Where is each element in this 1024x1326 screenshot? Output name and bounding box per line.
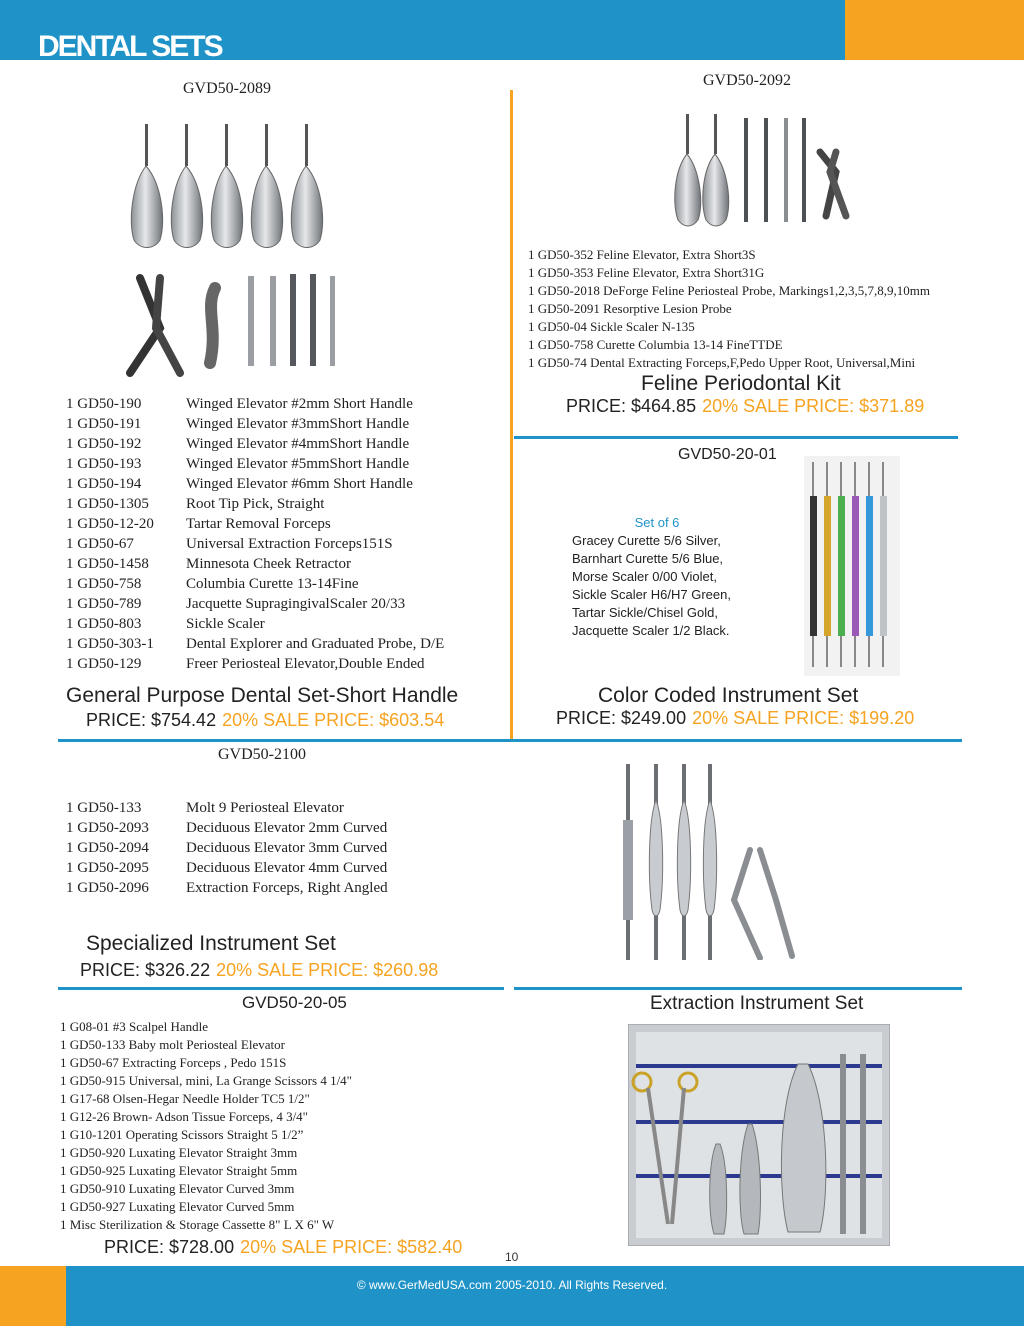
item-desc: Jacquette SupragingivalScaler 20/33 xyxy=(186,596,406,612)
list-item xyxy=(66,594,444,614)
set-name: Feline Periodontal Kit xyxy=(641,372,841,395)
list-item: 1 GD50-353 Feline Elevator, Extra Short31G xyxy=(528,265,765,280)
price: PRICE: $728.00 xyxy=(104,1237,235,1257)
item-desc: Columbia Curette 13-14Fine xyxy=(186,576,359,592)
item-desc: Universal Extraction Forceps151S xyxy=(186,536,393,552)
description-line: Sickle Scaler H6/H7 Green, xyxy=(572,587,731,602)
list-item xyxy=(66,878,388,898)
page-number: 10 xyxy=(505,1250,519,1264)
item-desc: Dental Explorer and Graduated Probe, D/E xyxy=(186,636,445,652)
list-item: 1 GD50-915 Universal, mini, La Grange Scissors 4 1/4" xyxy=(60,1073,352,1088)
list-item xyxy=(66,614,444,634)
list-item xyxy=(66,434,444,454)
description-line: Gracey Curette 5/6 Silver, xyxy=(572,533,721,548)
item-code: 1 GD50-2095 xyxy=(66,860,149,876)
item-code: 1 GD50-194 xyxy=(66,476,142,492)
color-set-description xyxy=(572,514,742,640)
list-item xyxy=(66,818,388,838)
description-line: Morse Scaler 0/00 Violet, xyxy=(572,569,717,584)
set-of-heading: Set of 6 xyxy=(634,515,680,530)
list-item xyxy=(66,514,444,534)
list-item xyxy=(66,654,444,674)
list-item: 1 G10-1201 Operating Scissors Straight 5 1/2” xyxy=(60,1127,304,1142)
specialized-set-photo xyxy=(610,760,800,960)
item-list xyxy=(66,798,388,898)
item-list xyxy=(66,394,444,674)
section-divider xyxy=(58,739,962,742)
section-divider xyxy=(58,987,504,990)
price-line xyxy=(104,1237,462,1258)
list-item: 1 GD50-133 Baby molt Periosteal Elevator xyxy=(60,1037,285,1052)
extraction-cassette-photo xyxy=(628,1024,890,1246)
item-desc: Winged Elevator #2mm Short Handle xyxy=(186,396,413,412)
description-line: Barnhart Curette 5/6 Blue, xyxy=(572,551,724,566)
list-item: 1 GD50-927 Luxating Elevator Curved 5mm xyxy=(60,1199,295,1214)
item-list xyxy=(528,246,930,372)
item-code: 1 GD50-2093 xyxy=(66,820,149,836)
item-desc: Tartar Removal Forceps xyxy=(186,516,331,532)
section-divider xyxy=(514,987,962,990)
item-code: 1 GD50-758 xyxy=(66,576,142,592)
set-name: General Purpose Dental Set-Short Handle xyxy=(66,684,459,707)
list-item: 1 Misc Sterilization & Storage Cassette 8" L X 6" W xyxy=(60,1217,335,1232)
item-desc: Winged Elevator #6mm Short Handle xyxy=(186,476,413,492)
price-line xyxy=(86,710,444,731)
item-desc: Winged Elevator #3mmShort Handle xyxy=(186,416,410,432)
list-item xyxy=(66,394,444,414)
feline-kit-photo xyxy=(668,112,858,230)
price: PRICE: $464.85 xyxy=(566,396,697,416)
item-code: 1 GD50-129 xyxy=(66,656,142,672)
price: PRICE: $326.22 xyxy=(80,960,211,980)
section-divider xyxy=(514,436,958,439)
item-code: 1 GD50-2094 xyxy=(66,840,149,856)
list-item: 1 GD50-04 Sickle Scaler N-135 xyxy=(528,319,695,334)
set-code: GVD50-2092 xyxy=(703,72,791,89)
item-desc: Freer Periosteal Elevator,Double Ended xyxy=(186,656,425,672)
item-code: 1 GD50-12-20 xyxy=(66,516,154,532)
list-item: 1 G17-68 Olsen-Hegar Needle Holder TC5 1/2" xyxy=(60,1091,310,1106)
list-item xyxy=(66,798,388,818)
list-item: 1 G12-26 Brown- Adson Tissue Forceps, 4 3/4" xyxy=(60,1109,308,1124)
set-code: GVD50-2089 xyxy=(183,80,271,97)
item-code: 1 GD50-190 xyxy=(66,396,142,412)
item-desc: Deciduous Elevator 3mm Curved xyxy=(186,840,388,856)
item-desc: Sickle Scaler xyxy=(186,616,265,632)
item-code: 1 GD50-192 xyxy=(66,436,142,452)
sale-price: 20% SALE PRICE: $199.20 xyxy=(692,708,915,728)
footer-accent xyxy=(0,1266,66,1326)
list-item xyxy=(66,634,444,654)
item-code: 1 GD50-191 xyxy=(66,416,142,432)
item-code: 1 GD50-789 xyxy=(66,596,142,612)
copyright: © www.GerMedUSA.com 2005-2010. All Rights Reserved. xyxy=(356,1278,668,1292)
set-code: GVD50-2100 xyxy=(218,746,306,763)
list-item: 1 GD50-2091 Resorptive Lesion Probe xyxy=(528,301,732,316)
footer-band xyxy=(0,1266,1024,1326)
price-line xyxy=(566,396,924,417)
item-desc: Molt 9 Periosteal Elevator xyxy=(186,800,344,816)
list-item xyxy=(66,494,444,514)
price: PRICE: $754.42 xyxy=(86,710,217,730)
item-desc: Deciduous Elevator 2mm Curved xyxy=(186,820,388,836)
list-item xyxy=(66,554,444,574)
list-item xyxy=(66,414,444,434)
color-coded-photo xyxy=(804,456,900,676)
list-item: 1 GD50-920 Luxating Elevator Straight 3mm xyxy=(60,1145,298,1160)
header-accent xyxy=(845,0,1024,60)
item-code: 1 GD50-1305 xyxy=(66,496,149,512)
list-item: 1 GD50-67 Extracting Forceps , Pedo 151S xyxy=(60,1055,287,1070)
set-name: Color Coded Instrument Set xyxy=(598,684,859,707)
list-item xyxy=(66,534,444,554)
sale-price: 20% SALE PRICE: $582.40 xyxy=(240,1237,463,1257)
list-item: 1 GD50-74 Dental Extracting Forceps,F,Pedo Upper Root, Universal,Mini xyxy=(528,355,916,370)
list-item xyxy=(66,838,388,858)
list-item xyxy=(66,454,444,474)
item-code: 1 GD50-303-1 xyxy=(66,636,154,652)
sale-price: 20% SALE PRICE: $371.89 xyxy=(702,396,925,416)
set-name: Specialized Instrument Set xyxy=(86,932,336,955)
list-item xyxy=(66,474,444,494)
item-desc: Extraction Forceps, Right Angled xyxy=(186,880,388,896)
set-name: Extraction Instrument Set xyxy=(650,993,864,1014)
item-code: 1 GD50-1458 xyxy=(66,556,149,572)
list-item xyxy=(66,574,444,594)
instruments-photo xyxy=(120,268,360,378)
item-desc: Root Tip Pick, Straight xyxy=(186,496,325,512)
list-item xyxy=(66,858,388,878)
column-divider xyxy=(510,90,513,740)
item-code: 1 GD50-67 xyxy=(66,536,134,552)
set-code: GVD50-20-01 xyxy=(678,446,777,463)
price: PRICE: $249.00 xyxy=(556,708,687,728)
set-code: GVD50-20-05 xyxy=(242,993,347,1012)
price-line xyxy=(556,708,914,729)
item-code: 1 GD50-803 xyxy=(66,616,142,632)
item-desc: Winged Elevator #4mmShort Handle xyxy=(186,436,410,452)
sale-price: 20% SALE PRICE: $603.54 xyxy=(222,710,445,730)
list-item: 1 GD50-925 Luxating Elevator Straight 5mm xyxy=(60,1163,298,1178)
sale-price: 20% SALE PRICE: $260.98 xyxy=(216,960,439,980)
list-item: 1 GD50-2018 DeForge Feline Periosteal Probe, Markings1,2,3,5,7,8,9,10mm xyxy=(528,283,930,298)
list-item: 1 G08-01 #3 Scalpel Handle xyxy=(60,1019,209,1034)
description-line: Tartar Sickle/Chisel Gold, xyxy=(572,605,718,620)
item-code: 1 GD50-193 xyxy=(66,456,142,472)
page-title: DENTAL SETS xyxy=(38,30,222,63)
list-item: 1 GD50-910 Luxating Elevator Curved 3mm xyxy=(60,1181,295,1196)
item-list xyxy=(60,1018,352,1234)
item-desc: Winged Elevator #5mmShort Handle xyxy=(186,456,410,472)
price-line xyxy=(80,960,438,981)
item-code: 1 GD50-133 xyxy=(66,800,142,816)
elevators-photo xyxy=(128,122,363,252)
item-desc: Minnesota Cheek Retractor xyxy=(186,556,351,572)
item-desc: Deciduous Elevator 4mm Curved xyxy=(186,860,388,876)
list-item: 1 GD50-758 Curette Columbia 13-14 FineTTDE xyxy=(528,337,783,352)
item-code: 1 GD50-2096 xyxy=(66,880,149,896)
description-line: Jacquette Scaler 1/2 Black. xyxy=(572,623,730,638)
list-item: 1 GD50-352 Feline Elevator, Extra Short3S xyxy=(528,247,756,262)
